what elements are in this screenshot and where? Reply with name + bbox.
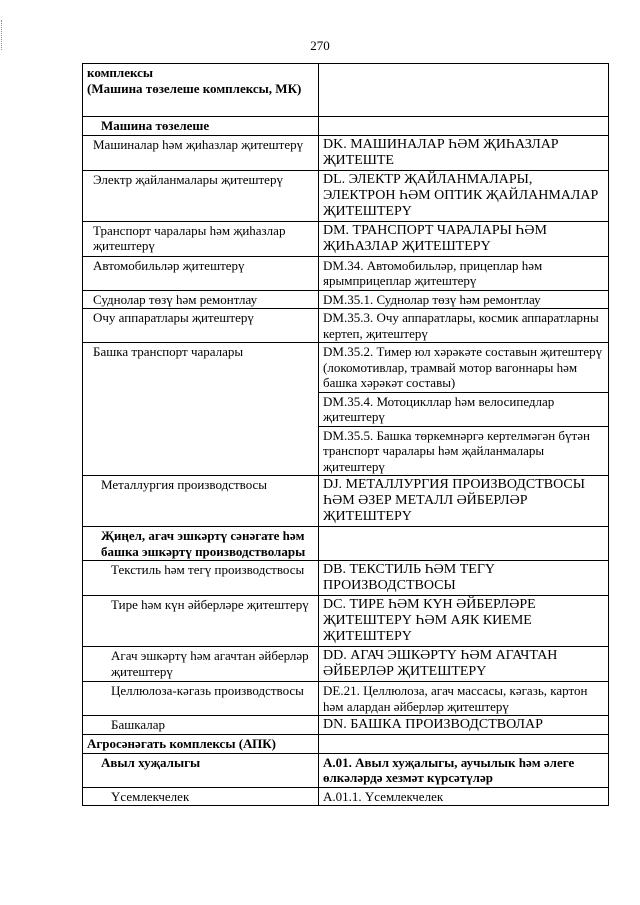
table-cell-right: DN. БАШКА ПРОИЗВОДСТВОЛАР [319, 716, 609, 735]
table-cell-right [319, 735, 609, 754]
table-row [83, 596, 609, 647]
table-cell-left: Үсемлекчелек [83, 787, 319, 806]
table-row [83, 256, 609, 290]
table-cell-right: DM.35.5. Башка төркемнәргә кертелмәгән бүтән транспорт чаралары һәм җайланмалары җитештерү [319, 426, 609, 476]
table-row [83, 117, 609, 136]
table-cell-right [319, 64, 609, 117]
table-row [83, 647, 609, 682]
table-row [83, 476, 609, 527]
table-cell-left: Суднолар төзү һәм ремонтлау [83, 290, 319, 309]
table-cell-right: DJ. МЕТАЛЛУРГИЯ ПРОИЗВОДСТВОСЫ ҺӘМ ӘЗЕР МЕТАЛЛ ӘЙБЕРЛӘР ҖИТЕШТЕРҮ [319, 476, 609, 527]
table-cell-left: Авыл хуҗалыгы [83, 753, 319, 787]
table-cell-right: DC. ТИРЕ ҺӘМ КҮН ӘЙБЕРЛӘРЕ ҖИТЕШТЕРҮ ҺӘМ АЯК КИЕМЕ ҖИТЕШТЕРҮ [319, 596, 609, 647]
table-row [83, 343, 609, 393]
table-row [83, 64, 609, 117]
table-cell-right: DM.35.2. Тимер юл хәрәкәте составын җитештерү (локомотивлар, трамвай мотор вагоннары һәм башка хәрәкәт составы) [319, 343, 609, 393]
table-cell-left: Металлургия производствосы [83, 476, 319, 527]
table-row [83, 170, 609, 221]
table-cell-left: Автомобильләр җитештерү [83, 256, 319, 290]
table-cell-left: Җиңел, агач эшкәртү сәнәгате һәм башка эшкәртү производстволары [83, 527, 319, 561]
table-cell-right: DM.35.1. Суднолар төзү һәм ремонтлау [319, 290, 609, 309]
table-cell-left: Башка транспорт чаралары [83, 343, 319, 393]
table-cell-left: Текстиль һәм тегү производствосы [83, 561, 319, 596]
table-row [83, 561, 609, 596]
table-row [83, 221, 609, 256]
table-cell-right: DM.35.4. Мотоцикллар һәм велосипедлар җитештерү [319, 392, 609, 426]
classification-table [82, 63, 609, 806]
table-cell-left: Агросәнәгать комплексы (АПК) [83, 735, 319, 754]
table-row [83, 787, 609, 806]
table-cell-right: DM.35.3. Очу аппаратлары, космик аппаратларны кертеп, җитештерү [319, 309, 609, 343]
table-cell-right: DM.34. Автомобильләр, прицеплар һәм ярымприцеплар җитештерү [319, 256, 609, 290]
table-cell-left [83, 426, 319, 476]
table-row [83, 392, 609, 426]
table-cell-left: Машиналар һәм җиһазлар җитештерү [83, 135, 319, 170]
table-row [83, 135, 609, 170]
table-cell-left: Машина төзелеше [83, 117, 319, 136]
table-cell-left: Целлюлоза-кәгазь производствосы [83, 682, 319, 716]
table-cell-right: DB. ТЕКСТИЛЬ ҺӘМ ТЕГҮ ПРОИЗВОДСТВОСЫ [319, 561, 609, 596]
table-cell-right [319, 527, 609, 561]
table-cell-left: Башкалар [83, 716, 319, 735]
table-cell-right: DD. АГАЧ ЭШКӘРТҮ ҺӘМ АГАЧТАН ӘЙБЕРЛӘР ҖИТЕШТЕРҮ [319, 647, 609, 682]
table-row [83, 309, 609, 343]
table-cell-left [83, 392, 319, 426]
table-cell-right: DK. МАШИНАЛАР ҺӘМ ҖИҺАЗЛАР ҖИТЕШТЕ [319, 135, 609, 170]
table-row [83, 753, 609, 787]
table-cell-left: Очу аппаратлары җитештерү [83, 309, 319, 343]
table-row [83, 426, 609, 476]
table-row [83, 527, 609, 561]
table-cell-left: Тире һәм күн әйберләре җитештерү [83, 596, 319, 647]
table-row [83, 716, 609, 735]
table-cell-left: Агач эшкәртү һәм агачтан әйберләр җитештерү [83, 647, 319, 682]
table-cell-right: DL. ЭЛЕКТР ҖАЙЛАНМАЛАРЫ, ЭЛЕКТРОН ҺӘМ ОПТИК ҖАЙЛАНМАЛАР ҖИТЕШТЕРҮ [319, 170, 609, 221]
table-cell-left: Транспорт чаралары һәм җиһазлар җитештерү [83, 221, 319, 256]
table-row [83, 682, 609, 716]
page-number: 270 [310, 38, 330, 53]
table-cell-left: Электр җайланмалары җитештерү [83, 170, 319, 221]
table-cell-right: DE.21. Целлюлоза, агач массасы, кәгазь, картон һәм алардан әйберләр җитештерү [319, 682, 609, 716]
table-cell-right: А.01. Авыл хуҗалыгы, аучылык һәм әлеге өлкәләрдә хезмәт күрсәтүләр [319, 753, 609, 787]
table-row [83, 735, 609, 754]
table-cell-right [319, 117, 609, 136]
table-cell-left: комплексы (Машина төзелеше комплексы, МК) [83, 64, 319, 117]
table-cell-right: А.01.1. Үсемлекчелек [319, 787, 609, 806]
table-cell-right: DM. ТРАНСПОРТ ЧАРАЛАРЫ ҺӘМ ҖИҺАЗЛАР ҖИТЕШТЕРҮ [319, 221, 609, 256]
table-row [83, 290, 609, 309]
